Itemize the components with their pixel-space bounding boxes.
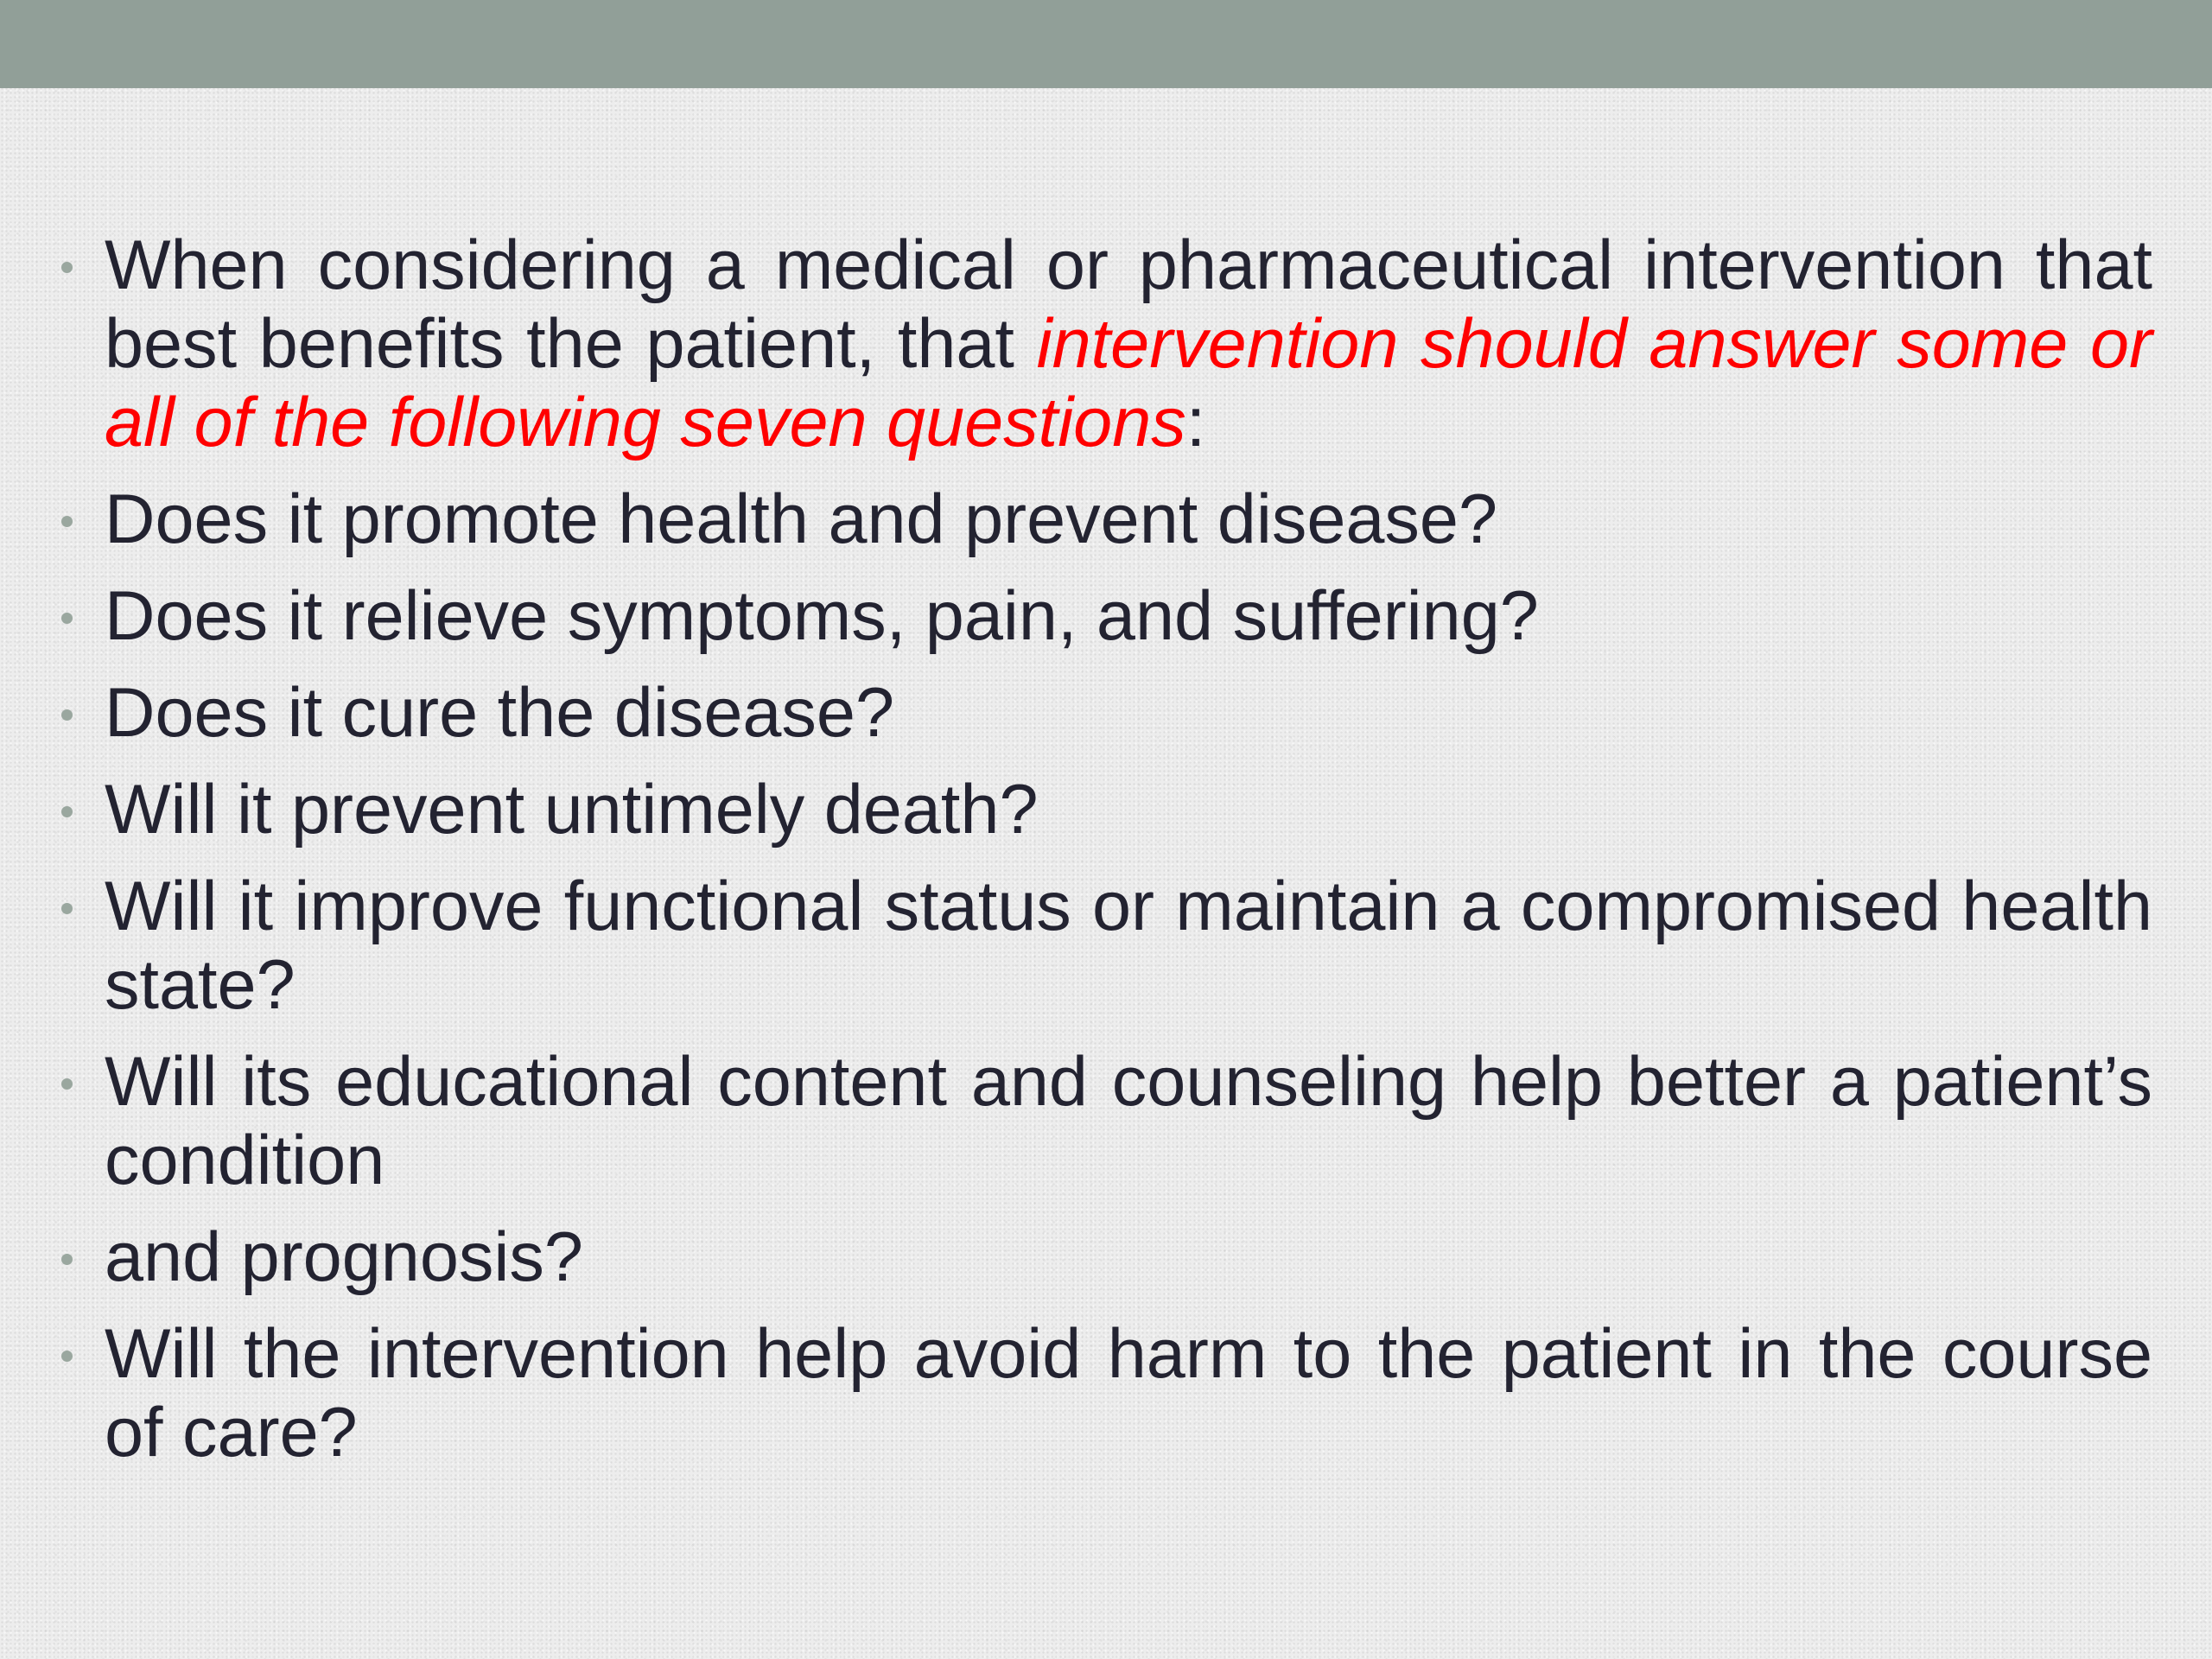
bullet-item-intro — [0, 226, 2152, 462]
header-bar — [0, 0, 2212, 88]
bullet-list — [0, 226, 2212, 1472]
bullet-item-question-3: Does it cure the disease? — [0, 674, 2152, 753]
slide-body — [0, 226, 2212, 1491]
intro-emphasis: intervention should answer some or all of the following seven questions — [105, 305, 2152, 461]
intro-colon: : — [1185, 384, 1206, 461]
bullet-item-question-5: Will it improve functional status or maintain a compromised health state? — [0, 868, 2152, 1025]
bullet-item-question-4: Will it prevent untimely death? — [0, 771, 2152, 849]
bullet-item-question-6: Will its educational content and counseling help better a patient’s condition — [0, 1043, 2152, 1200]
intro-text: When considering a medical or pharmaceutical intervention that best benefits the patient, that — [105, 226, 2152, 383]
bullet-item-question-6-continued: and prognosis? — [0, 1218, 2152, 1297]
bullet-item-question-2: Does it relieve symptoms, pain, and suffering? — [0, 577, 2152, 656]
bullet-item-question-1: Does it promote health and prevent disease? — [0, 480, 2152, 559]
bullet-item-question-7: Will the intervention help avoid harm to the patient in the course of care? — [0, 1315, 2152, 1472]
